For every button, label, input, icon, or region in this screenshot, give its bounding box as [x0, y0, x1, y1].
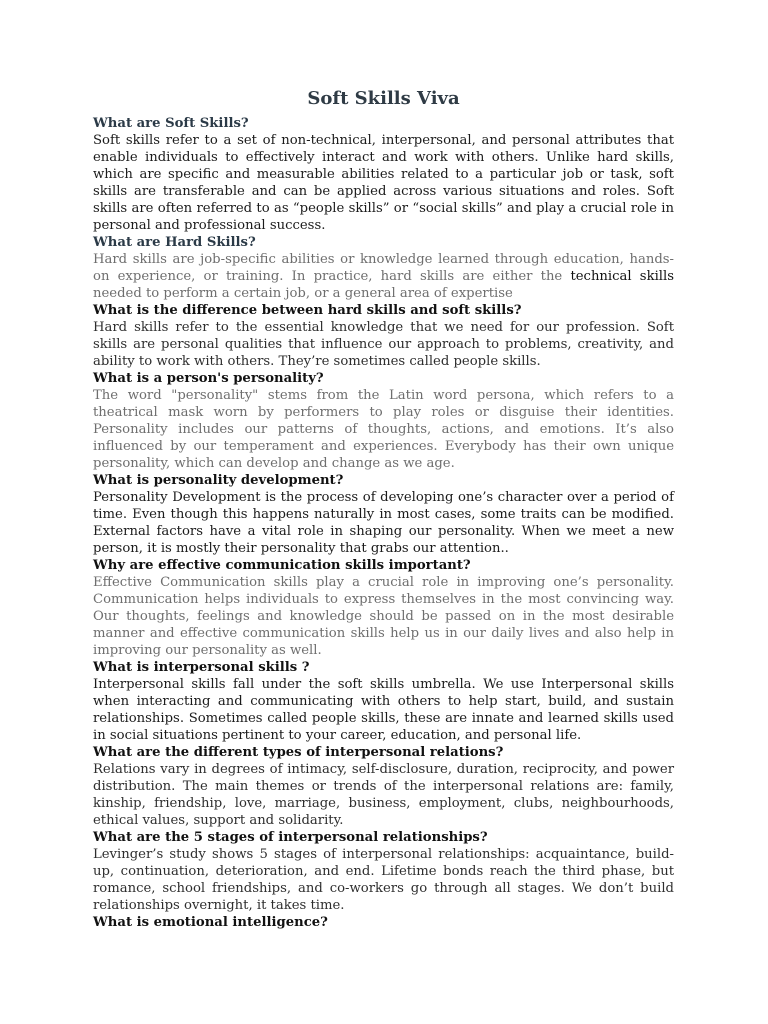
- answer-text: Hard skills are job-specific abilities or knowledge learned through education, hands-on experience, or training. In practice, hard skills are either the: [93, 252, 674, 284]
- answer-text: needed to perform a certain job, or a general area of expertise: [93, 286, 513, 301]
- answer-paragraph: Soft skills refer to a set of non-technical, interpersonal, and personal attributes that enable individuals to effectively interact and work with others. Unlike hard skills, which are specific and measurable abilities related to a particular job or task, soft skills are transferable and can be applied across various situations and roles. Soft skills are often referred to as “people skills” or “social skills” and play a crucial role in personal and professional success.: [93, 133, 674, 233]
- technical-skills-link[interactable]: technical skills: [570, 269, 674, 284]
- document-page: [93, 88, 674, 931]
- question-heading: What is interpersonal skills ?: [93, 660, 310, 675]
- question-heading: What are Soft Skills?: [93, 116, 249, 131]
- document-title: Soft Skills Viva: [307, 88, 460, 109]
- answer-paragraph: [93, 251, 674, 302]
- question-heading: What are the 5 stages of interpersonal relationships?: [93, 830, 488, 845]
- answer-paragraph: Levinger’s study shows 5 stages of interpersonal relationships: acquaintance, build-up, continuation, deterioration, and end. Lifetime bonds reach the third phase, but romance, school friendships, and co-workers go through all stages. We don’t build relationships overnight, it takes time.: [93, 847, 674, 913]
- answer-paragraph: Relations vary in degrees of intimacy, self-disclosure, duration, reciprocity, and power distribution. The main themes or trends of the interpersonal relations are: family, kinship, friendship, love, marriage, business, employment, clubs, neighbourhoods, ethical values, support and solidarity.: [93, 762, 674, 828]
- answer-paragraph: Interpersonal skills fall under the soft skills umbrella. We use Interpersonal skills when interacting and communicating with others to help start, build, and sustain relationships. Sometimes called people skills, these are innate and learned skills used in social situations pertinent to your career, education, and personal life.: [93, 677, 674, 743]
- question-heading: What is personality development?: [93, 473, 344, 488]
- answer-paragraph: Hard skills refer to the essential knowledge that we need for our profession. Soft skills are personal qualities that influence our approach to problems, creativity, and ability to work with others. They’re sometimes called people skills.: [93, 320, 674, 369]
- question-heading: What are the different types of interpersonal relations?: [93, 745, 504, 760]
- answer-paragraph: Personality Development is the process of developing one’s character over a period of time. Even though this happens naturally in most cases, some traits can be modified. External factors have a vital role in shaping our personality. When we meet a new person, it is mostly their personality that grabs our attention..: [93, 490, 674, 556]
- question-heading: What is the difference between hard skills and soft skills?: [93, 303, 522, 318]
- question-heading: What are Hard Skills?: [93, 235, 256, 250]
- question-heading: What is a person's personality?: [93, 371, 324, 386]
- question-heading: What is emotional intelligence?: [93, 915, 328, 930]
- question-heading: Why are effective communication skills important?: [93, 558, 471, 573]
- answer-paragraph: Effective Communication skills play a crucial role in improving one’s personality. Communication helps individuals to express themselves in the most convincing way. Our thoughts, feelings and knowledge should be passed on in the most desirable manner and effective communication skills help us in our daily lives and also help in improving our personality as well.: [93, 575, 674, 658]
- answer-paragraph: The word "personality" stems from the Latin word persona, which refers to a theatrical mask worn by performers to play roles or disguise their identities. Personality includes our patterns of thoughts, actions, and emotions. It’s also influenced by our temperament and experiences. Everybody has their own unique personality, which can develop and change as we age.: [93, 388, 674, 471]
